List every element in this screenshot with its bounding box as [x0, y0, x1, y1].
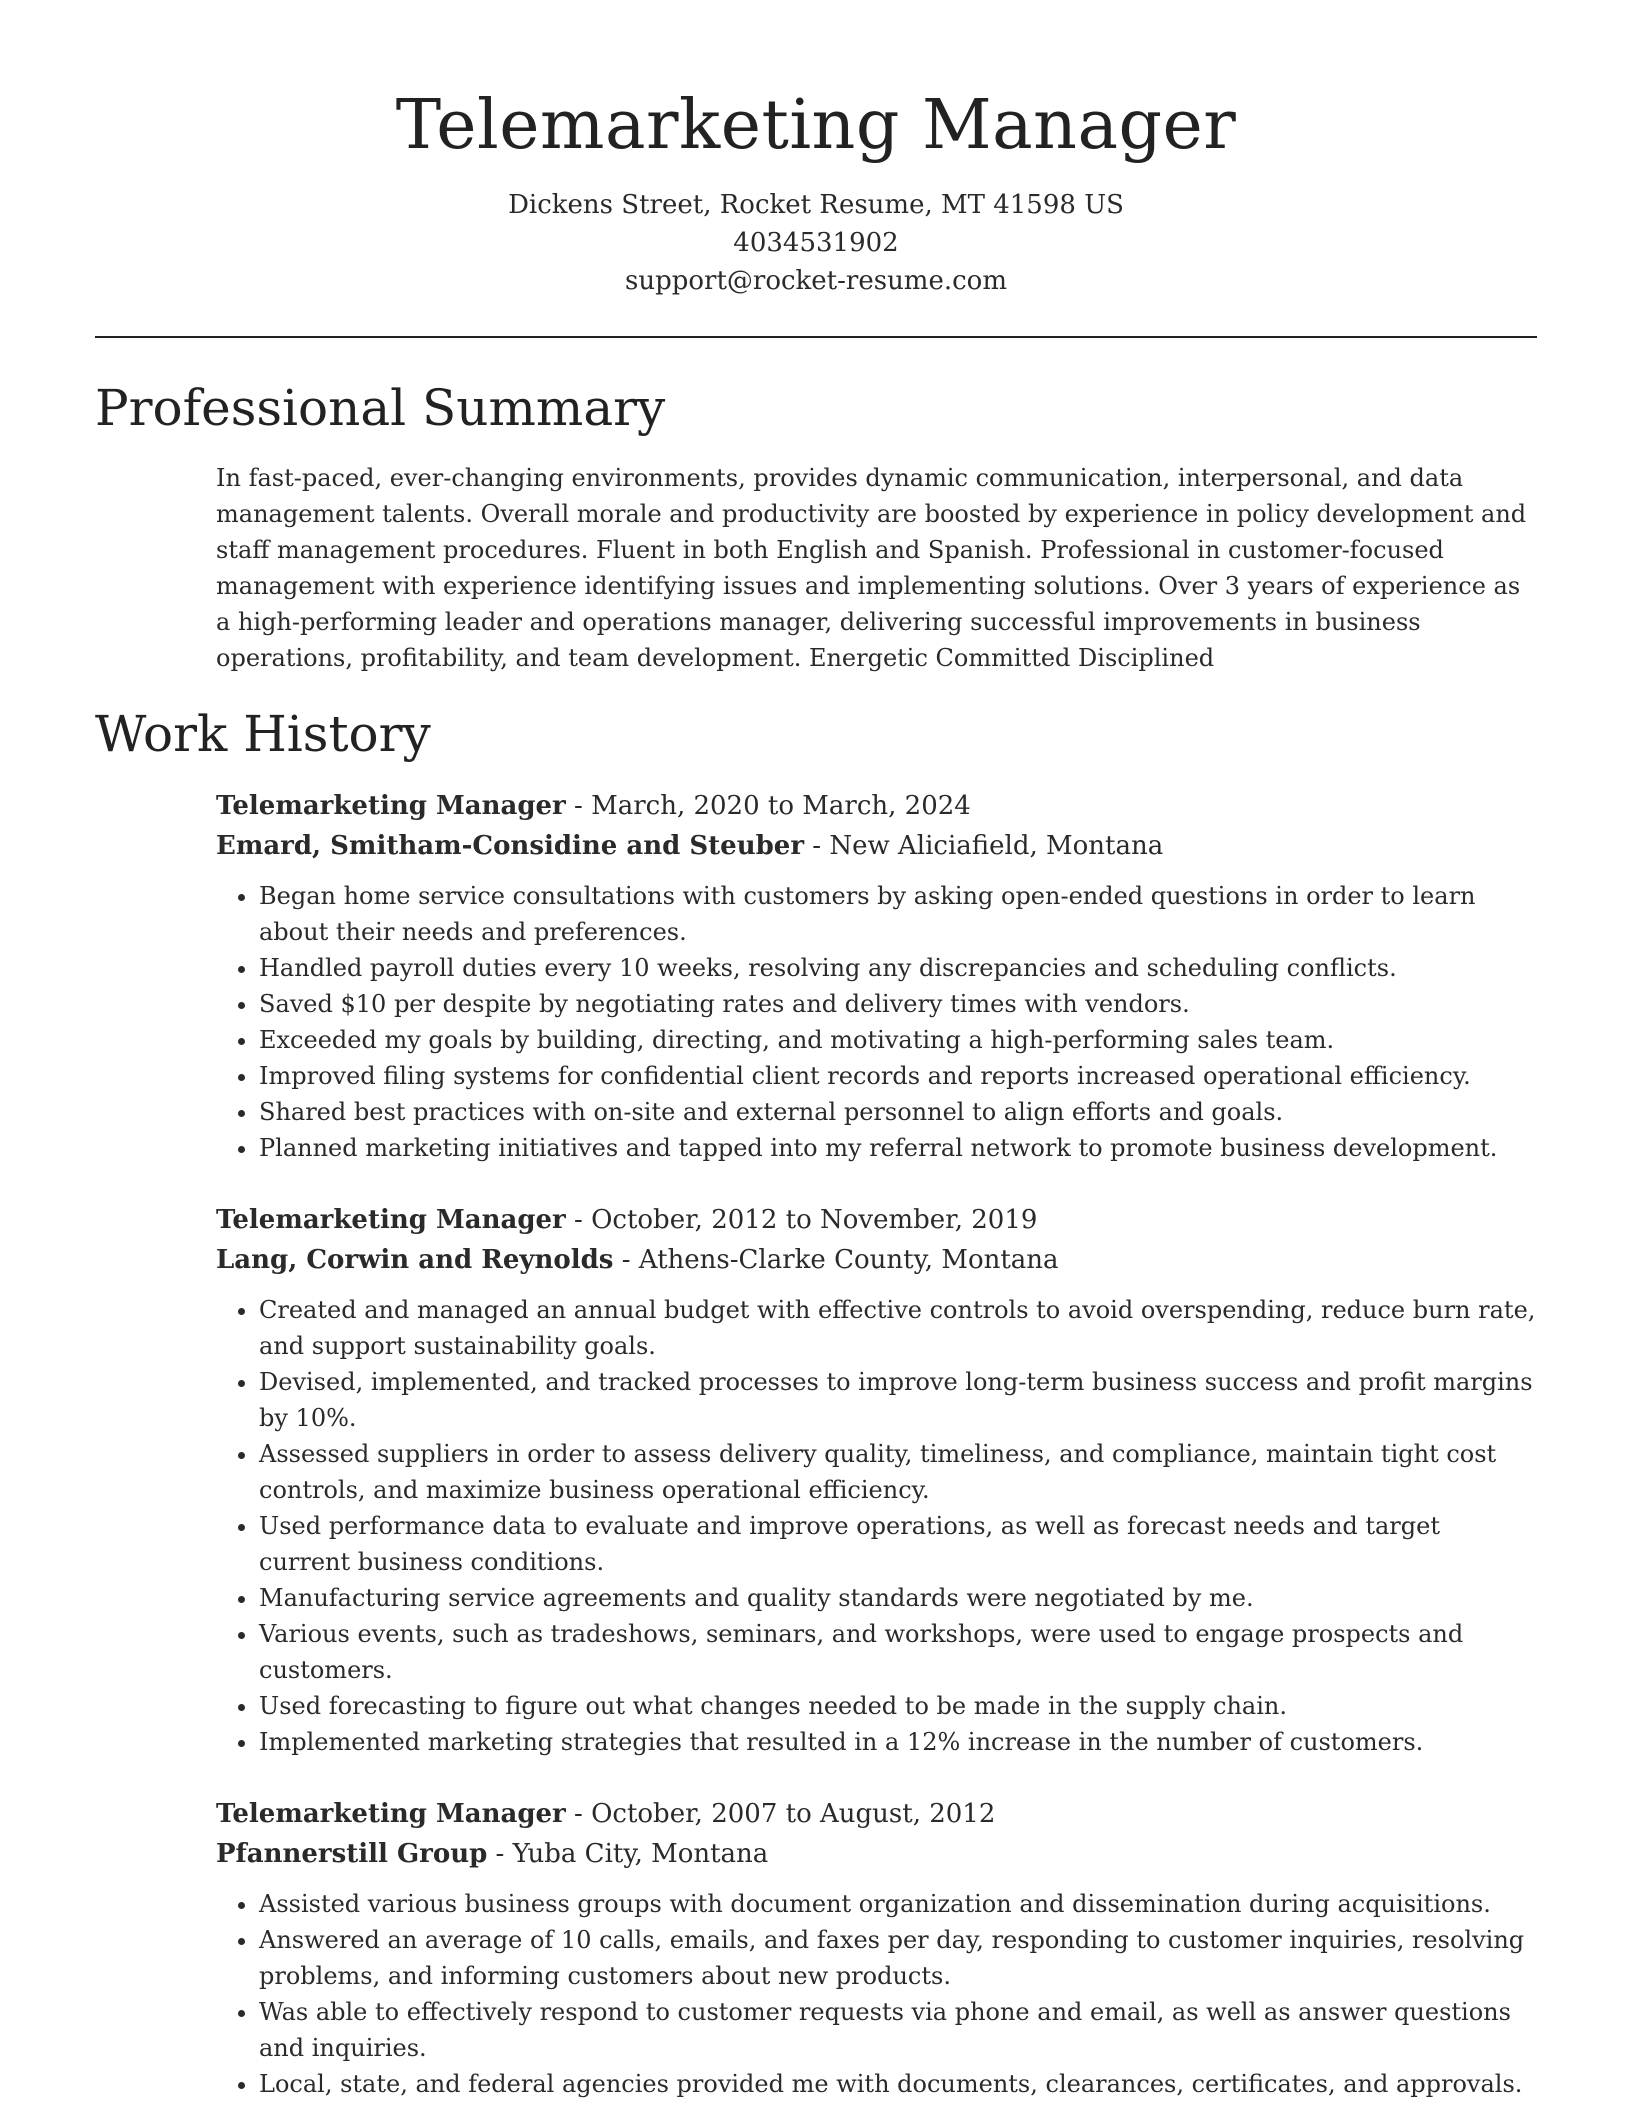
job-title-line [216, 1794, 1537, 1834]
summary-text: In fast-paced, ever-changing environments, provides dynamic communication, interpersonal, and data management talents. Overall morale and productivity are boosted by experience in policy development and staff management procedures. Fluent in both English and Spanish. Professional in customer-focused management with experience identifying issues and implementing solutions. Over 3 years of experience as a high-performing leader and operations manager, delivering successful improvements in business operations, profitability, and team development. Energetic Committed Disciplined [216, 464, 1527, 672]
job-bullet: • Exceeded my goals by building, directing, and motivating a high-performing sales team. [259, 1022, 1537, 1058]
job-bullets [216, 878, 1537, 1166]
job-bullet: • Improved filing systems for confidential client records and reports increased operational efficiency. [259, 1058, 1537, 1094]
job-dates: - October, 2012 to November, 2019 [565, 1205, 1038, 1235]
job-company: Lang, Corwin and Reynolds [216, 1245, 614, 1275]
job-title-line [216, 1200, 1537, 1240]
resume-page [95, 0, 1537, 2102]
job-bullet: • Implemented marketing strategies that resulted in a 12% increase in the number of customers. [259, 1724, 1537, 1760]
job-dates: - March, 2020 to March, 2024 [565, 791, 971, 821]
job-bullet: • Used forecasting to figure out what changes needed to be made in the supply chain. [259, 1688, 1537, 1724]
job-bullet: • Assessed suppliers in order to assess delivery quality, timeliness, and compliance, maintain tight cost controls, and maximize business operational efficiency. [259, 1436, 1537, 1508]
job-bullet: • Shared best practices with on-site and external personnel to align efforts and goals. [259, 1094, 1537, 1130]
contact-email: support@rocket-resume.com [624, 266, 1007, 296]
job-location: - Yuba City, Montana [487, 1839, 769, 1869]
job-bullet: • Used performance data to evaluate and improve operations, as well as forecast needs and target current business conditions. [259, 1508, 1537, 1580]
summary-heading: Professional Summary [95, 379, 666, 437]
job-bullet: • Answered an average of 10 calls, emails, and faxes per day, responding to customer inquiries, resolving problems, and informing customers about new products. [259, 1922, 1537, 1994]
job-bullet: • Began home service consultations with customers by asking open-ended questions in order to learn about their needs and preferences. [259, 878, 1537, 950]
job-company: Emard, Smitham-Considine and Steuber [216, 831, 805, 861]
job-entry [216, 786, 1537, 1166]
contact-block [95, 186, 1537, 300]
job-bullet: • Manufacturing service agreements and quality standards were negotiated by me. [259, 1580, 1537, 1616]
job-bullets [216, 1886, 1537, 2102]
job-location: - Athens-Clarke County, Montana [613, 1245, 1059, 1275]
job-bullet: • Devised, implemented, and tracked processes to improve long-term business success and profit margins by 10%. [259, 1364, 1537, 1436]
job-bullet: • Local, state, and federal agencies provided me with documents, clearances, certificates, and approvals. [259, 2066, 1537, 2102]
job-entry [216, 1794, 1537, 2102]
job-company: Pfannerstill Group [216, 1839, 488, 1869]
job-title-line [216, 786, 1537, 826]
job-bullet: • Saved $10 per despite by negotiating rates and delivery times with vendors. [259, 986, 1537, 1022]
job-bullet: • Was able to effectively respond to customer requests via phone and email, as well as answer questions and inquiries. [259, 1994, 1537, 2066]
header-divider [95, 336, 1537, 338]
job-bullet: • Assisted various business groups with document organization and dissemination during acquisitions. [259, 1886, 1537, 1922]
job-location: - New Aliciafield, Montana [804, 831, 1164, 861]
resume-header [95, 0, 1537, 338]
job-company-line [216, 826, 1537, 866]
contact-phone: 4034531902 [733, 228, 899, 258]
job-role: Telemarketing Manager [216, 1799, 566, 1829]
job-role: Telemarketing Manager [216, 791, 566, 821]
job-role: Telemarketing Manager [216, 1205, 566, 1235]
job-bullet: • Created and managed an annual budget with effective controls to avoid overspending, reduce burn rate, and support sustainability goals. [259, 1292, 1537, 1364]
job-company-line [216, 1834, 1537, 1874]
job-bullets [216, 1292, 1537, 1760]
work-history-heading: Work History [95, 705, 431, 763]
candidate-name: Telemarketing Manager [395, 86, 1237, 165]
contact-address: Dickens Street, Rocket Resume, MT 41598 US [508, 190, 1124, 220]
job-company-line [216, 1240, 1537, 1280]
job-entry [216, 1200, 1537, 1760]
job-dates: - October, 2007 to August, 2012 [565, 1799, 996, 1829]
job-bullet: • Various events, such as tradeshows, seminars, and workshops, were used to engage prospects and customers. [259, 1616, 1537, 1688]
job-bullet: • Handled payroll duties every 10 weeks, resolving any discrepancies and scheduling conflicts. [259, 950, 1537, 986]
job-bullet: • Planned marketing initiatives and tapped into my referral network to promote business development. [259, 1130, 1537, 1166]
